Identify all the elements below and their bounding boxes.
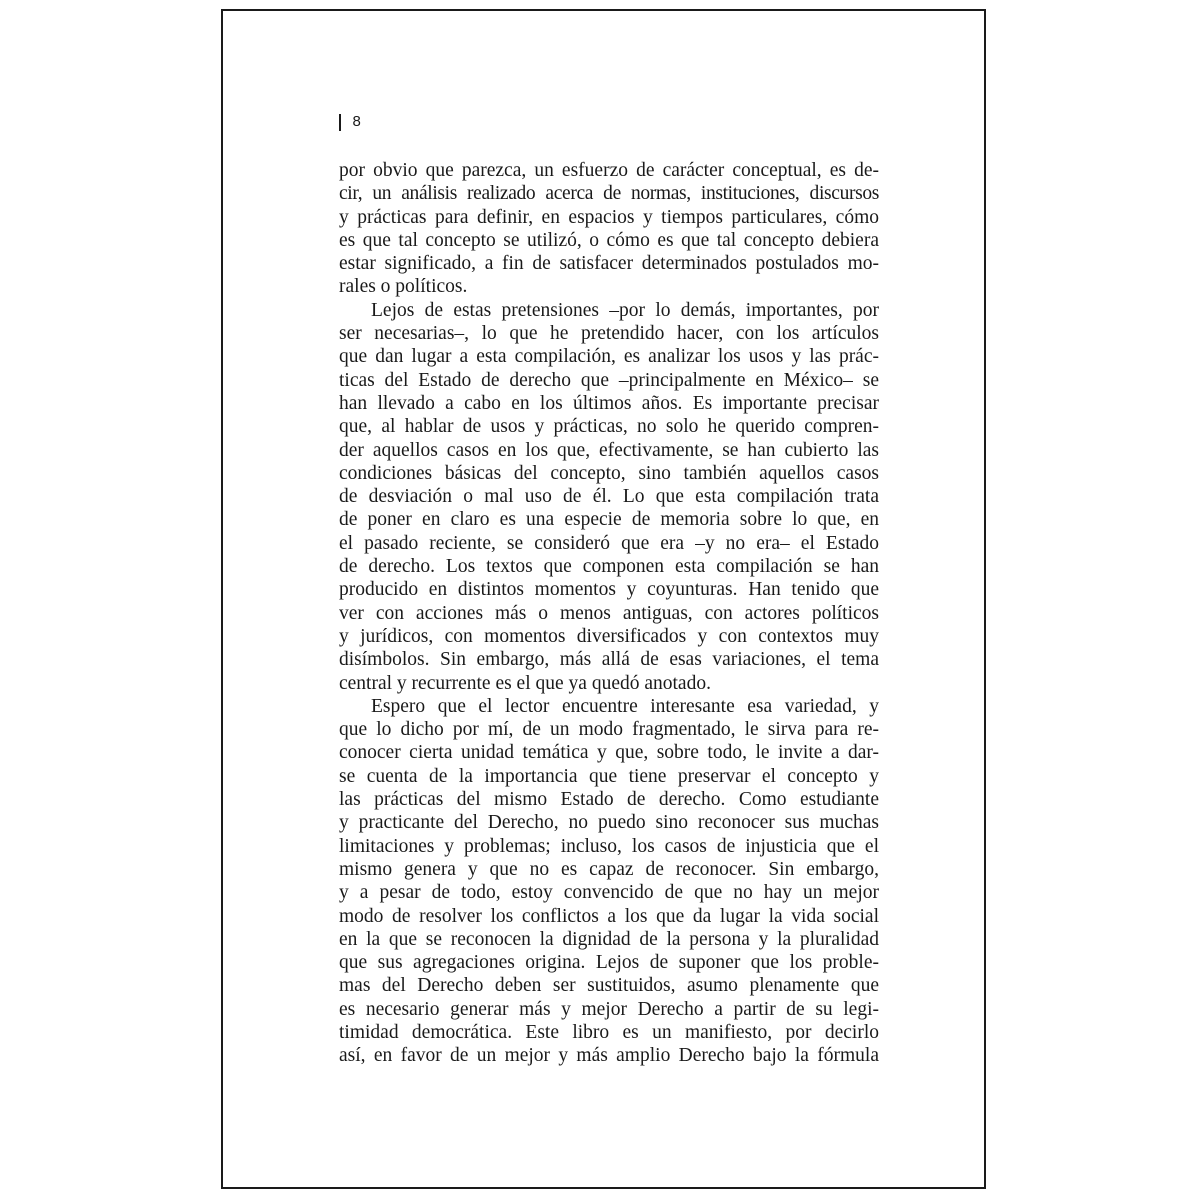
text-line: producido en distintos momentos y coyunturas. Han tenido que [339,579,879,601]
text-line: ver con acciones más o menos antiguas, con actores políticos [339,602,879,624]
text-line: conocer cierta unidad temática y que, sobre todo, le invite a dar- [339,742,879,764]
folio-rule [339,114,341,131]
text-line: que sus agregaciones origina. Lejos de suponer que los proble- [339,952,879,974]
text-line: y a pesar de todo, estoy convencido de que no hay un mejor [339,882,879,904]
text-line: el pasado reciente, se consideró que era –y no era– el Estado [339,532,879,554]
text-line: timidad democrática. Este libro es un manifiesto, por decirlo [339,1021,879,1043]
text-line: es que tal concepto se utilizó, o cómo es que tal concepto debiera [339,229,879,251]
text-line: es necesario generar más y mejor Derecho a partir de su legi- [339,998,879,1020]
text-line: condiciones básicas del concepto, sino también aquellos casos [339,462,879,484]
text-line: Espero que el lector encuentre interesante esa variedad, y [371,695,879,717]
text-line: así, en favor de un mejor y más amplio Derecho bajo la fórmula [339,1045,879,1067]
text-line: que lo dicho por mí, de un modo fragmentado, le sirva para re- [339,719,879,741]
text-line: y prácticas para definir, en espacios y tiempos particulares, cómo [339,206,879,228]
text-line: disímbolos. Sin embargo, más allá de esas variaciones, el tema [339,649,879,671]
text-line: cir, un análisis realizado acerca de normas, instituciones, discursos [339,183,879,205]
text-line: modo de resolver los conflictos a los que da lugar la vida social [339,905,879,927]
text-line: de poner en claro es una especie de memoria sobre lo que, en [339,509,879,531]
text-line: las prácticas del mismo Estado de derecho. Como estudiante [339,789,879,811]
document-page [221,9,986,1189]
page-number: 8 [352,113,361,130]
text-line: por obvio que parezca, un esfuerzo de carácter conceptual, es de- [339,160,879,181]
text-line: en la que se reconocen la dignidad de la persona y la pluralidad [339,928,879,950]
text-line: se cuenta de la importancia que tiene preservar el concepto y [339,765,879,787]
text-line: central y recurrente es el que ya quedó anotado. [339,672,711,694]
text-line: mismo genera y que no es capaz de reconocer. Sin embargo, [339,858,879,880]
text-line: que dan lugar a esta compilación, es analizar los usos y las prác- [339,346,879,368]
text-line: rales o políticos. [339,276,468,298]
text-line: Lejos de estas pretensiones –por lo demás, importantes, por [371,299,879,321]
page-folio [339,111,361,133]
text-line: estar significado, a fin de satisfacer determinados postulados mo- [339,253,879,275]
text-line: y jurídicos, con momentos diversificados y con contextos muy [339,625,879,647]
text-line: han llevado a cabo en los últimos años. Es importante precisar [339,392,879,414]
text-line: que, al hablar de usos y prácticas, no solo he querido compren- [339,416,879,438]
text-line: limitaciones y problemas; incluso, los casos de injusticia que el [339,835,879,857]
text-line: ser necesarias–, lo que he pretendido hacer, con los artículos [339,323,879,345]
text-line: der aquellos casos en los que, efectivamente, se han cubierto las [339,439,879,461]
text-line: de derecho. Los textos que componen esta compilación se han [339,556,879,578]
text-line: mas del Derecho deben ser sustituidos, asumo plenamente que [339,975,879,997]
text-line: y practicante del Derecho, no puedo sino reconocer sus muchas [339,812,879,834]
body-text [339,159,879,1068]
text-line: ticas del Estado de derecho que –principalmente en México– se [339,369,879,391]
text-line: de desviación o mal uso de él. Lo que esta compilación trata [339,486,879,508]
